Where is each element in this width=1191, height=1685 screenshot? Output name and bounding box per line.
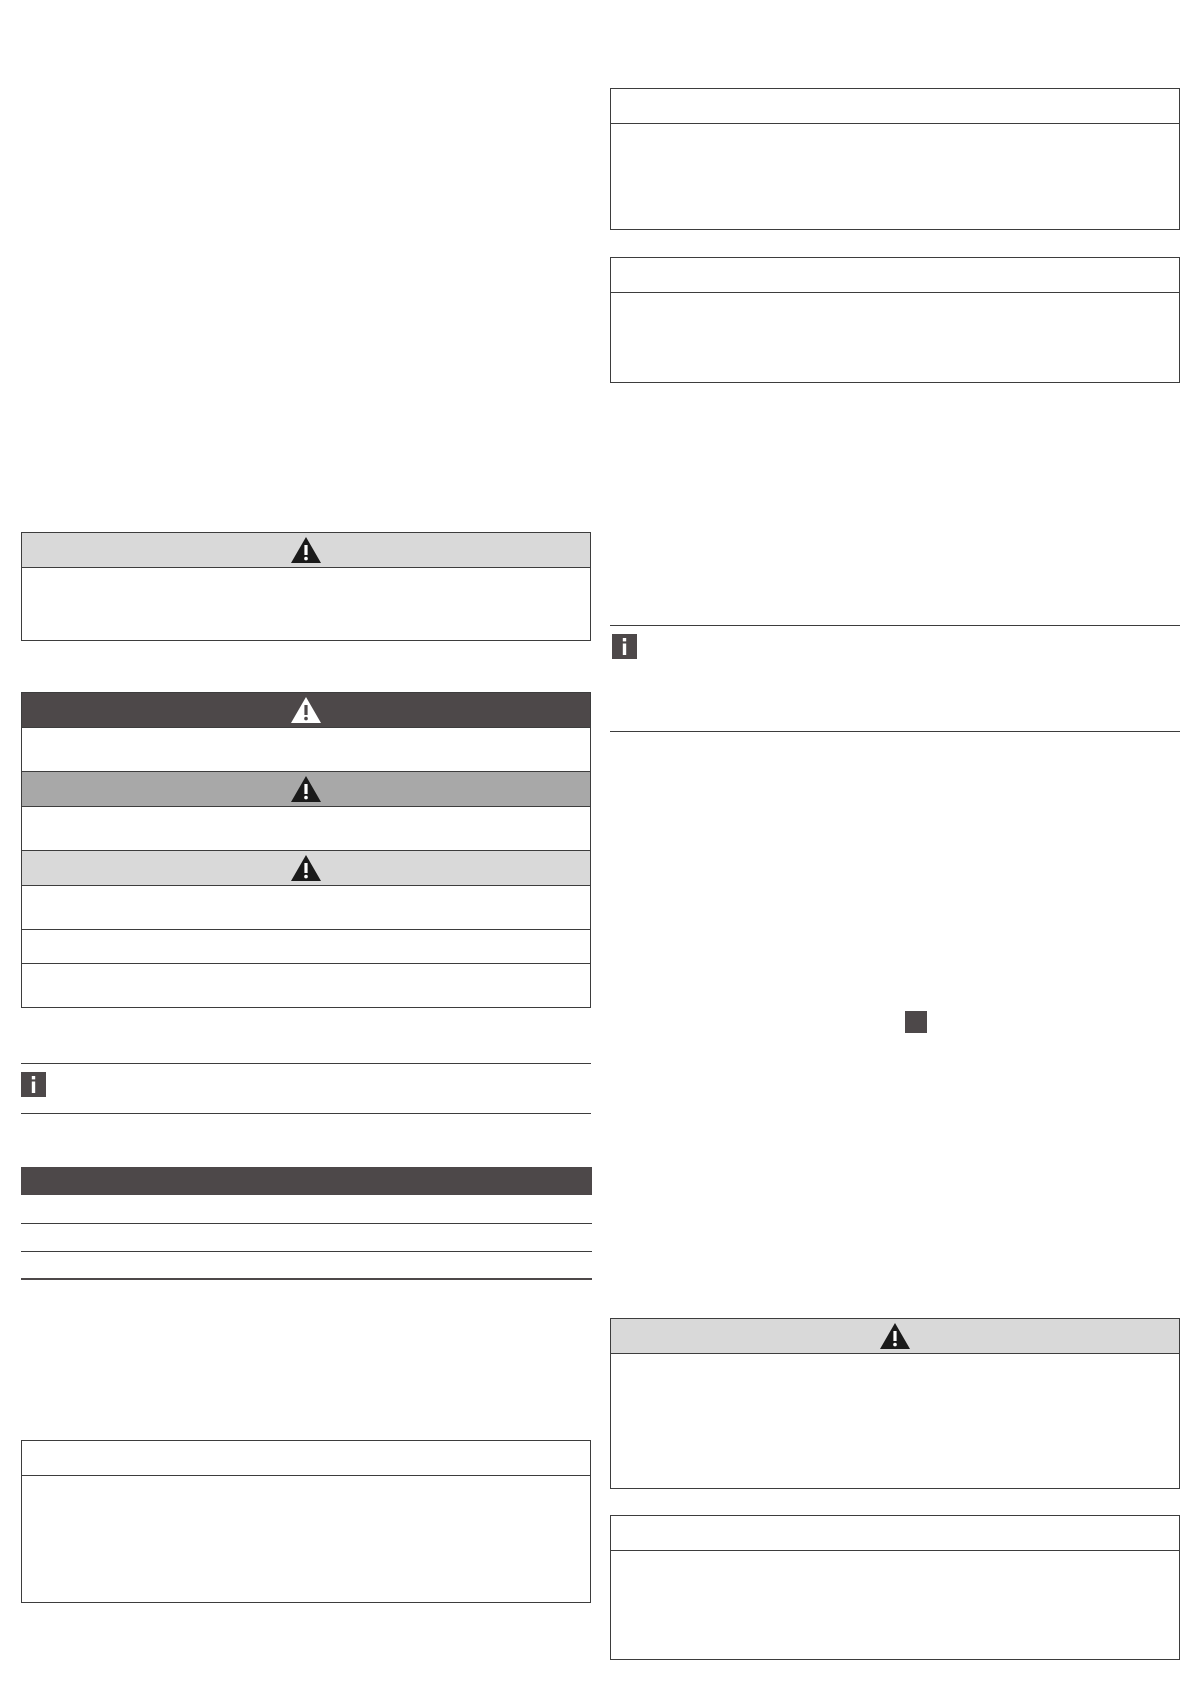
caution-box-top — [21, 532, 591, 641]
caution-header — [22, 533, 590, 568]
notice-box-right-2 — [610, 257, 1180, 383]
note-body — [22, 964, 590, 1008]
warning-triangle-icon — [878, 1321, 912, 1351]
info-note-bottom-rule — [610, 731, 1180, 732]
table-bottom-rule — [21, 1278, 592, 1280]
table-row-divider — [21, 1223, 592, 1224]
notice-header — [611, 258, 1179, 293]
notice-body — [22, 930, 590, 964]
notice-header — [611, 89, 1179, 124]
warning-header — [22, 772, 590, 807]
notice-box-right-3 — [610, 1515, 1180, 1660]
warning-triangle-icon — [289, 774, 323, 804]
table-row-divider — [21, 1251, 592, 1252]
notice-body — [22, 1476, 590, 1603]
notice-header — [611, 1516, 1179, 1551]
danger-body — [22, 728, 590, 772]
caution-box-right — [610, 1318, 1180, 1489]
square-bullet-icon — [905, 1011, 927, 1033]
caution-body — [22, 886, 590, 930]
hazard-levels-table — [21, 692, 591, 1008]
info-note-bottom-rule — [21, 1113, 591, 1114]
info-icon — [612, 634, 637, 659]
notice-body — [611, 124, 1179, 230]
notice-body — [611, 1551, 1179, 1660]
notice-box-right-1 — [610, 88, 1180, 230]
table-header-bar — [21, 1167, 592, 1195]
notice-body — [611, 293, 1179, 383]
caution-body — [22, 568, 590, 641]
warning-body — [22, 807, 590, 851]
caution-body — [611, 1354, 1179, 1489]
warning-triangle-icon — [289, 853, 323, 883]
info-note-top-rule — [21, 1063, 591, 1064]
caution-header — [611, 1319, 1179, 1354]
warning-triangle-icon — [289, 535, 323, 565]
danger-header — [22, 693, 590, 728]
info-icon — [21, 1072, 46, 1097]
caution-header — [22, 851, 590, 886]
info-note-top-rule — [610, 625, 1180, 626]
warning-triangle-icon — [289, 695, 323, 725]
notice-header — [22, 1441, 590, 1476]
notice-box-left — [21, 1440, 591, 1603]
